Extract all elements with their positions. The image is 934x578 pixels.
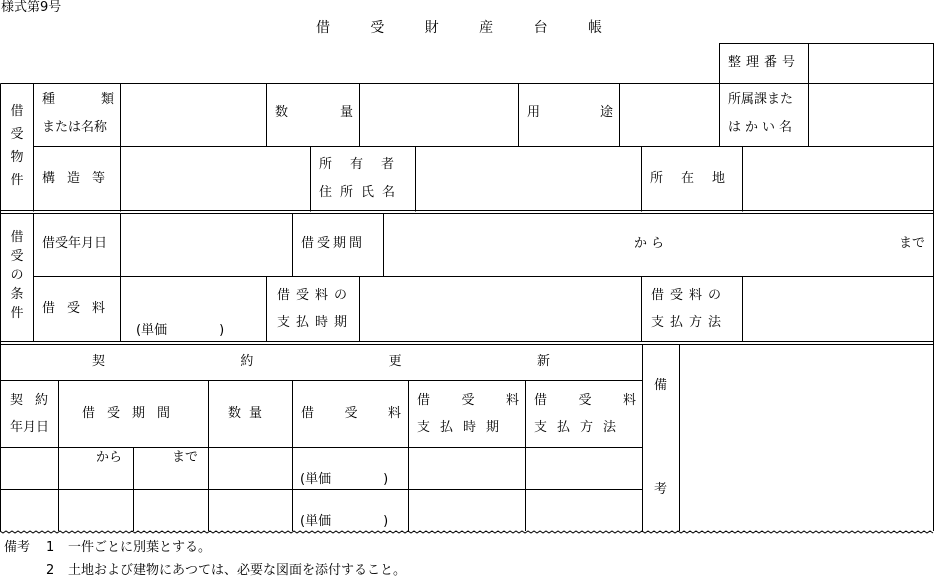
remarks-label-bottom: 考 xyxy=(654,482,668,497)
notes-label: 備考 xyxy=(4,540,31,555)
title-char: 財 xyxy=(424,20,439,36)
owner-field[interactable] xyxy=(423,171,633,187)
dept-label-1: 所属課また xyxy=(728,92,794,107)
period-label: 借受期間 xyxy=(301,236,366,251)
renewal-unit-price-2: (単価 ) xyxy=(300,514,389,529)
renewal-to-label: まで xyxy=(172,450,199,465)
structure-label: 構造等 xyxy=(42,171,118,186)
date-label: 借受年月日 xyxy=(42,236,108,251)
fee-unit-price: (単価 ) xyxy=(136,323,225,338)
date-field[interactable] xyxy=(128,236,286,252)
note-1-num: 1 xyxy=(46,540,55,555)
title-char: 産 xyxy=(479,20,494,36)
note-2-num: 2 xyxy=(46,563,55,578)
contract-date-label-2: 年月日 xyxy=(10,420,50,435)
management-number-label: 整理番号 xyxy=(728,55,801,70)
location-label: 所在地 xyxy=(650,171,744,186)
title-char: 台 xyxy=(533,20,548,36)
renewal-from-label: から xyxy=(96,450,123,465)
owner-label-1: 所有者 xyxy=(319,157,413,172)
period-from: から xyxy=(634,236,669,251)
payment-method-label-2: 支払方法 xyxy=(651,315,728,330)
payment-time-label-2: 支払時期 xyxy=(277,315,354,330)
quantity-label-1: 数 xyxy=(275,105,289,120)
kind-field[interactable] xyxy=(128,108,258,124)
payment-method-label-1: 借受料の xyxy=(651,288,728,303)
purpose-field[interactable] xyxy=(626,105,712,121)
owner-label-2: 住所氏名 xyxy=(319,185,404,200)
payment-time-label-1: 借受料の xyxy=(277,288,354,303)
note-2-text: 土地および建物にあつては、必要な図面を添付すること。 xyxy=(68,563,407,578)
remarks-label-top: 備 xyxy=(654,378,668,393)
title-char: 受 xyxy=(370,20,385,36)
note-1-text: 一件ごとに別葉とする。 xyxy=(68,540,212,555)
cut-line xyxy=(0,531,933,533)
section-conditions-heading: 借受の条件 xyxy=(10,230,24,321)
purpose-label-1: 用 xyxy=(527,105,541,120)
renewal-period-label: 借受期間 xyxy=(82,406,183,421)
dept-label-2: はかい名 xyxy=(728,120,797,135)
title-char: 借 xyxy=(316,20,330,36)
form-number: 様式第9号 xyxy=(1,0,62,15)
renewal-quantity-label: 数量 xyxy=(228,406,271,421)
quantity-label-2: 量 xyxy=(340,105,354,120)
remarks-field[interactable] xyxy=(684,350,928,524)
page-title xyxy=(316,20,602,37)
kind-label-3: または名称 xyxy=(42,120,108,135)
renewal-payment-method-label-2: 支払方法 xyxy=(534,420,627,435)
renewal-payment-time-label-1: 借 受 料 xyxy=(417,393,519,408)
payment-time-field[interactable] xyxy=(366,301,634,317)
payment-method-field[interactable] xyxy=(750,301,925,317)
period-to: まで xyxy=(899,236,926,251)
fee-label: 借受料 xyxy=(42,301,118,316)
contract-date-label-1: 契約 xyxy=(10,393,61,408)
structure-field[interactable] xyxy=(128,171,303,187)
purpose-label-2: 途 xyxy=(600,105,614,120)
renewal-heading: 契 約 更 新 xyxy=(92,354,550,369)
renewal-fee-label: 借 受 料 xyxy=(301,406,401,421)
renewal-unit-price-1: (単価 ) xyxy=(300,472,389,487)
kind-label-1: 種 xyxy=(42,92,56,107)
renewal-payment-time-label-2: 支払時期 xyxy=(417,420,510,435)
dept-field[interactable] xyxy=(815,108,925,124)
location-field[interactable] xyxy=(750,171,925,187)
kind-label-2: 類 xyxy=(101,92,115,107)
renewal-payment-method-label-1: 借 受 料 xyxy=(534,393,636,408)
quantity-field[interactable] xyxy=(366,105,506,121)
title-char: 帳 xyxy=(587,20,602,36)
section-property-heading: 借受物件 xyxy=(10,104,24,188)
